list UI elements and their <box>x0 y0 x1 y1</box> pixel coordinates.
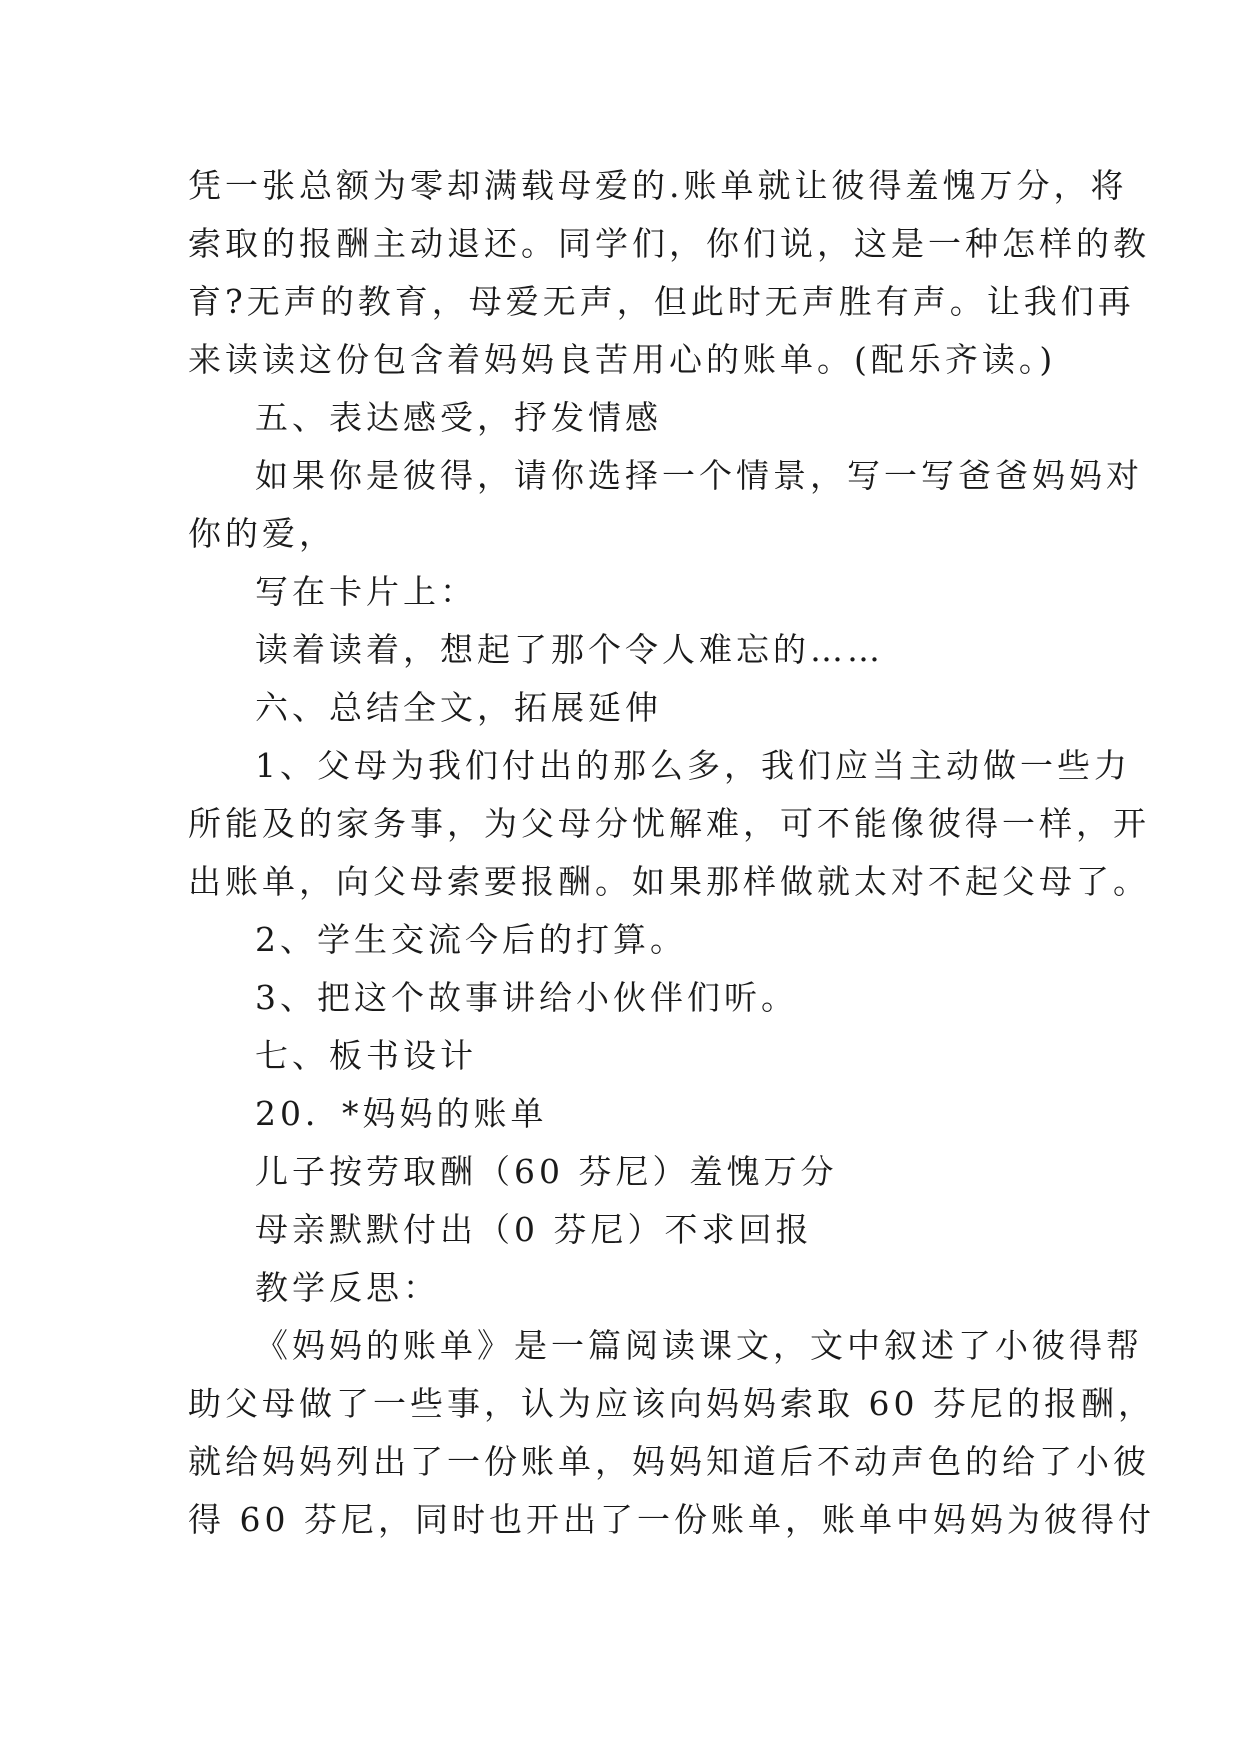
text-line: 你的爱， <box>188 514 336 553</box>
text-line: 所能及的家务事，为父母分忧解难，可不能像彼得一样，开 <box>188 804 1150 843</box>
section-heading: 七、板书设计 <box>255 1036 477 1075</box>
section-heading: 六、总结全文，拓展延伸 <box>255 688 662 727</box>
board-line: 儿子按劳取酬（60 芬尼）羞愧万分 <box>255 1152 838 1191</box>
text-line: 如果你是彼得，请你选择一个情景，写一写爸爸妈妈对 <box>255 456 1143 495</box>
text-line: 读着读着，想起了那个令人难忘的…… <box>255 630 884 669</box>
text-line: 就给妈妈列出了一份账单，妈妈知道后不动声色的给了小彼 <box>188 1442 1150 1481</box>
text-line: 得 60 芬尼，同时也开出了一份账单，账单中妈妈为彼得付 <box>188 1500 1155 1539</box>
text-line: 《妈妈的账单》是一篇阅读课文，文中叙述了小彼得帮 <box>255 1326 1143 1365</box>
document-body <box>188 157 1155 1549</box>
text-line: 育?无声的教育，母爱无声，但此时无声胜有声。让我们再 <box>188 282 1135 321</box>
text-line: 写在卡片上： <box>255 572 477 611</box>
text-line: 2、学生交流今后的打算。 <box>255 920 687 959</box>
section-heading: 五、表达感受，抒发情感 <box>255 398 662 437</box>
text-line: 1、父母为我们付出的那么多，我们应当主动做一些力 <box>255 746 1131 785</box>
text-line: 出账单，向父母索要报酬。如果那样做就太对不起父母了。 <box>188 862 1150 901</box>
board-title: 20．*妈妈的账单 <box>255 1094 548 1133</box>
text-line: 助父母做了一些事，认为应该向妈妈索取 60 芬尼的报酬， <box>188 1384 1155 1423</box>
board-line: 母亲默默付出（0 芬尼）不求回报 <box>255 1210 813 1249</box>
text-line: 凭一张总额为零却满载母爱的.账单就让彼得羞愧万分，将 <box>188 166 1128 205</box>
section-heading: 教学反思： <box>255 1268 440 1307</box>
text-line: 来读读这份包含着妈妈良苦用心的账单。(配乐齐读。) <box>188 340 1057 379</box>
text-line: 索取的报酬主动退还。同学们，你们说，这是一种怎样的教 <box>188 224 1150 263</box>
text-line: 3、把这个故事讲给小伙伴们听。 <box>255 978 798 1017</box>
